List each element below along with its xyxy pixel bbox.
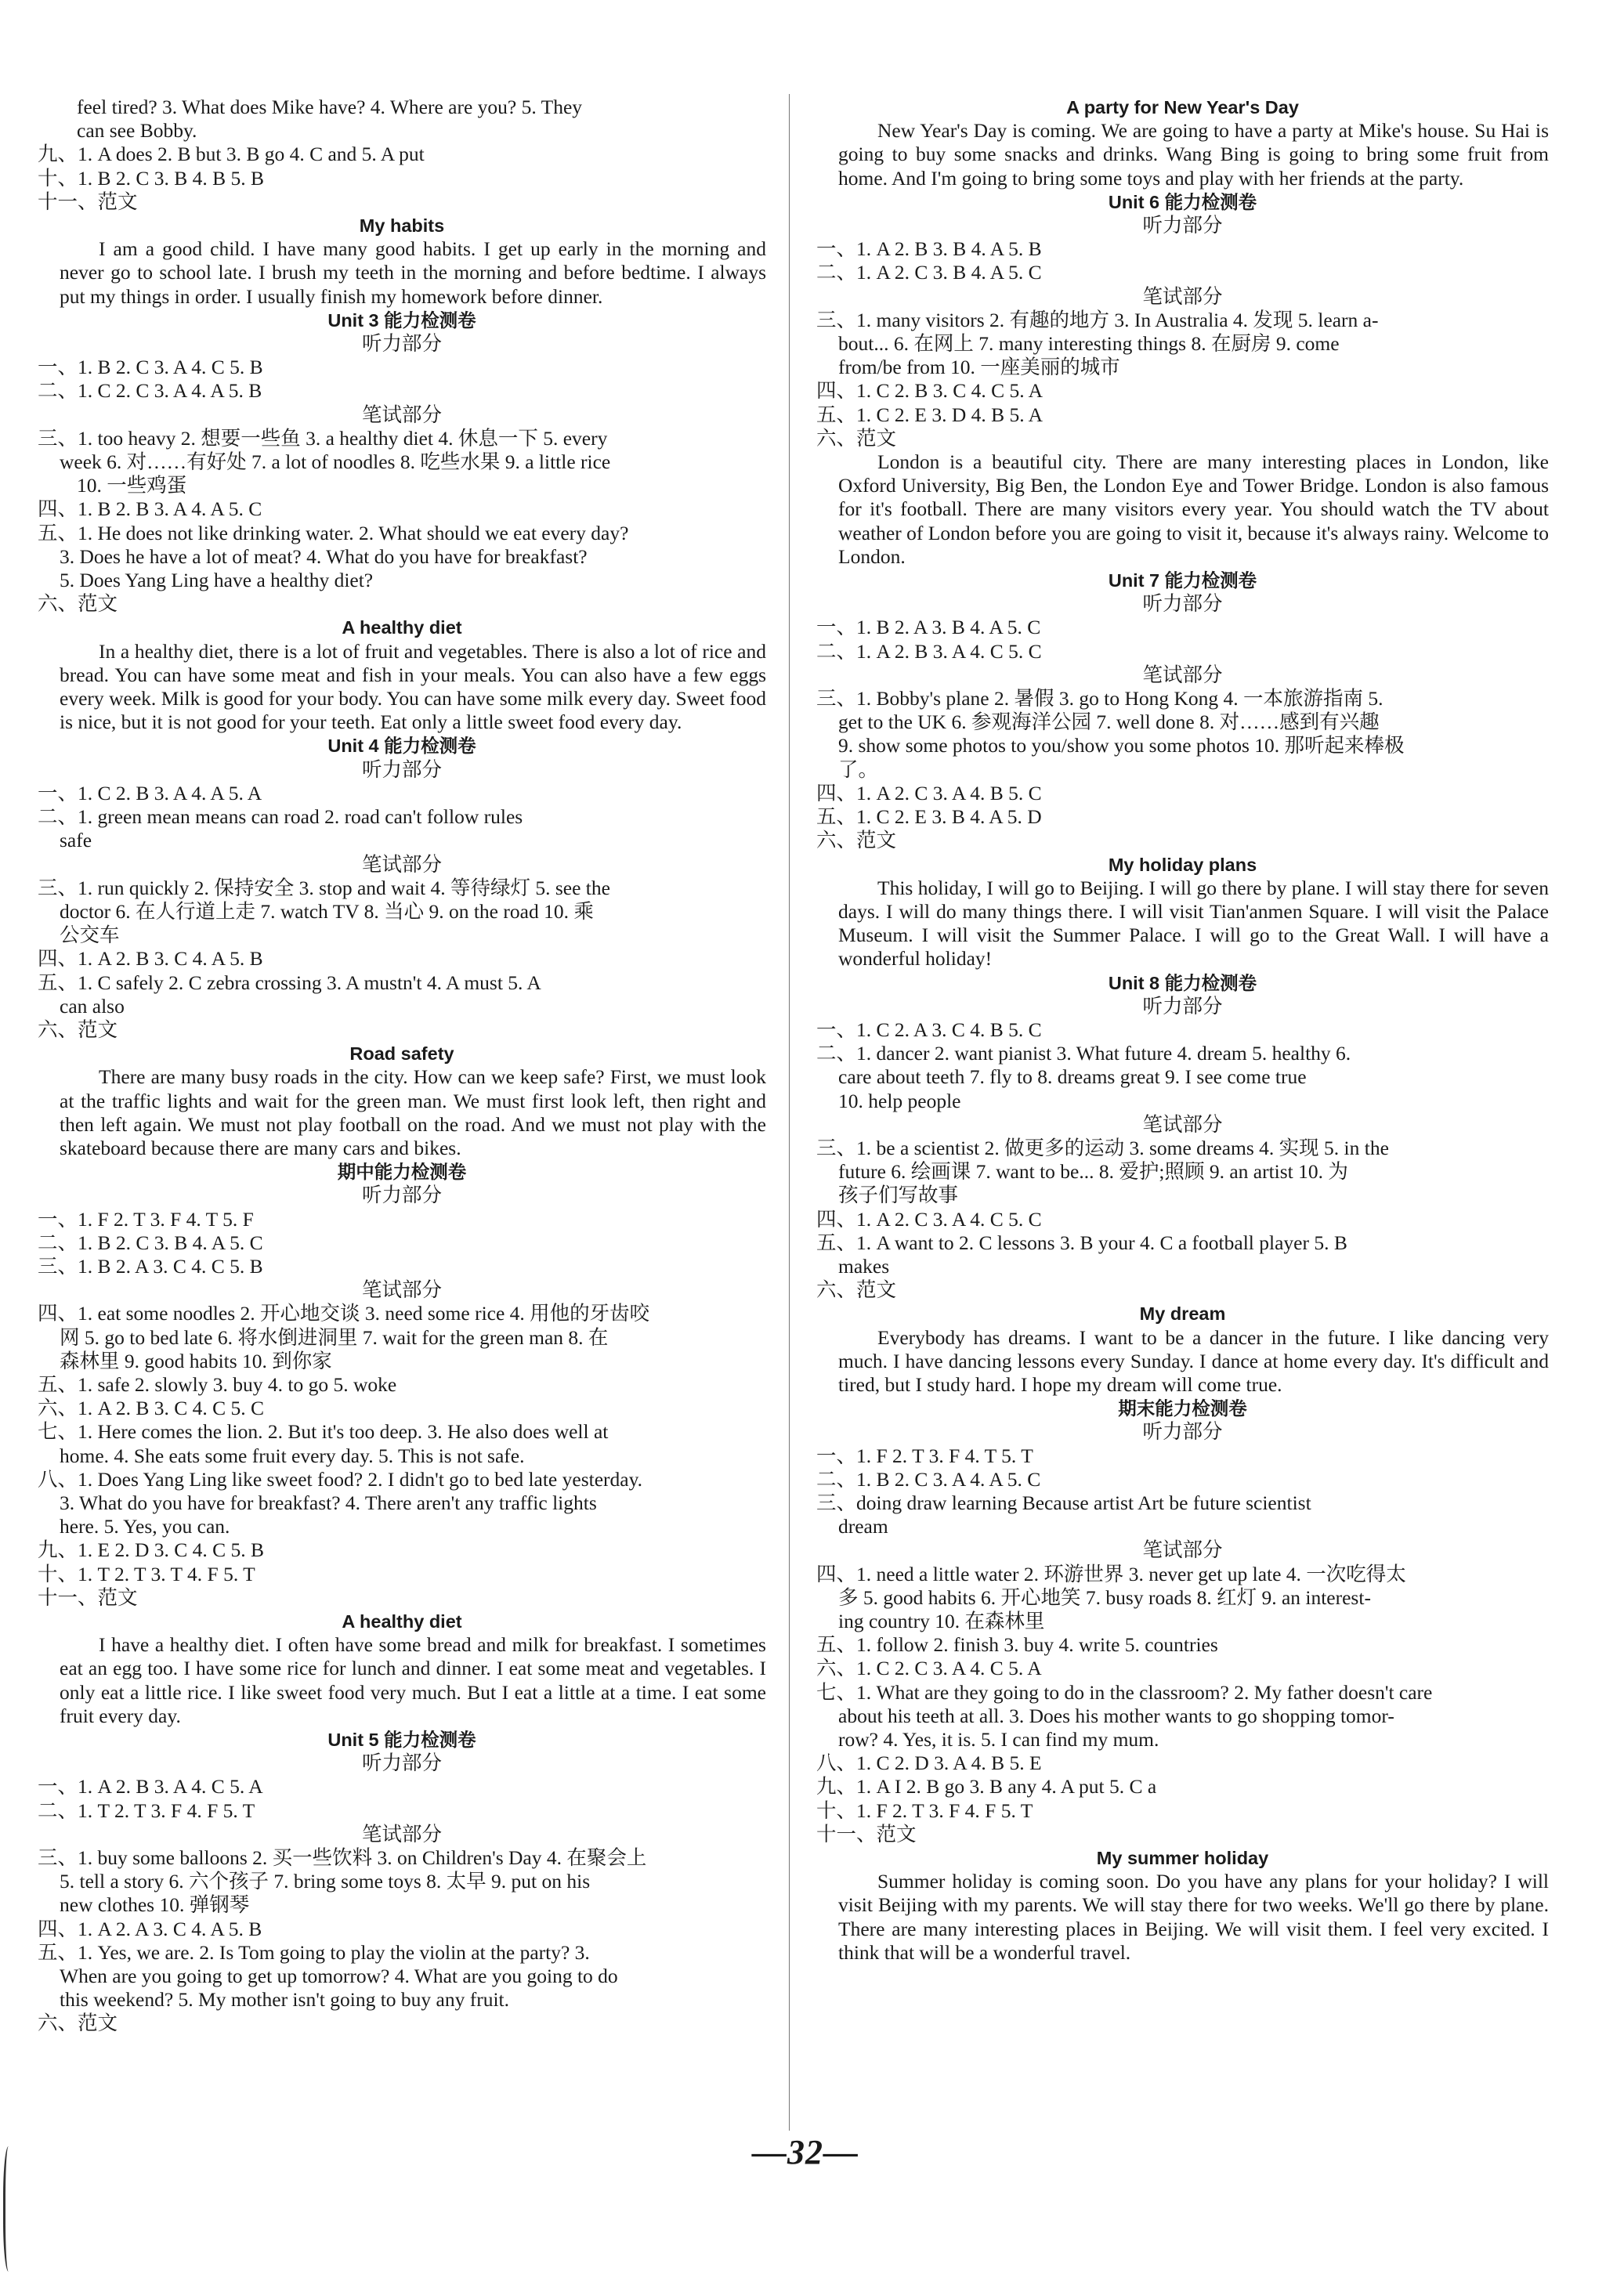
section-title: Road safety (349, 1043, 454, 1065)
answer-line: 二、1. B 2. C 3. B 4. A 5. C (38, 1231, 263, 1254)
answer-line: 六、范文 (816, 829, 897, 852)
answer-line: 一、1. A 2. B 3. B 4. A 5. B (816, 237, 1042, 261)
section-subtitle: 听力部分 (361, 1184, 442, 1207)
answer-line: 网 5. go to bed late 6. 将水倒进洞里 7. wait for the green man 8. 在 (60, 1325, 609, 1349)
answer-line: 五、1. C safely 2. C zebra crossing 3. A mustn't 4. A must 5. A (38, 971, 541, 994)
model-essay-paragraph: This holiday, I will go to Beijing. I will go there by plane. I will stay there for seven days. I will do many things there. I will visit Tian'anmen Square. I will visit the Palace Museum. I will visit the Summer Palace. I will go to the Great Wall. I will have a wonderful holiday! (838, 876, 1549, 971)
answer-line: 了。 (838, 757, 879, 781)
section-subtitle: 听力部分 (361, 1752, 442, 1775)
answer-line: bout... 6. 在网上 7. many interesting things 8. 在厨房 9. come (838, 332, 1340, 356)
model-essay-paragraph: London is a beautiful city. There are many interesting places in London, like Oxford University, Big Ben, the London Eye and Tower Bridge. London is also famous for it's football. There are many visitors every year. You should watch the TV about weather of London before you are going to visit it, because it's always rainy. Welcome to London. (838, 450, 1549, 568)
answer-line: 四、1. B 2. B 3. A 4. A 5. C (38, 497, 262, 521)
section-title: Unit 5 能力检测卷 (327, 1730, 476, 1751)
answer-line: 九、1. A I 2. B go 3. B any 4. A put 5. C a (816, 1775, 1157, 1799)
answer-line: 多 5. good habits 6. 开心地笑 7. busy roads 8. 红灯 9. an interest- (838, 1585, 1371, 1609)
section-subtitle: 笔试部分 (361, 1822, 442, 1846)
answer-line: 三、1. many visitors 2. 有趣的地方 3. In Australia 4. 发现 5. learn a- (816, 308, 1379, 331)
answer-line: 三、1. run quickly 2. 保持安全 3. stop and wait 4. 等待绿灯 5. see the (38, 876, 610, 899)
section-title: A party for New Year's Day (1066, 97, 1299, 117)
column-divider (789, 94, 790, 2131)
section-title: My habits (359, 215, 445, 237)
answer-line: row? 4. Yes, it is. 5. I can find my mum. (838, 1728, 1159, 1752)
answer-line: 六、范文 (816, 426, 897, 450)
section-subtitle: 笔试部分 (1142, 1112, 1223, 1136)
answer-line: 二、1. A 2. B 3. A 4. C 5. C (816, 639, 1042, 663)
answer-line: 一、1. B 2. C 3. A 4. C 5. B (38, 356, 263, 379)
answer-line: 二、1. green mean means can road 2. road can't follow rules (38, 805, 523, 829)
answer-line: 一、1. C 2. A 3. C 4. B 5. C (816, 1018, 1042, 1041)
answer-line: 9. show some photos to you/show you some photos 10. 那听起来棒极 (838, 734, 1405, 757)
page-number-dash-right: — (823, 2133, 859, 2171)
answer-line: about his teeth at all. 3. Does his mother wants to go shopping tomor- (838, 1704, 1394, 1727)
section-subtitle: 听力部分 (1142, 994, 1223, 1018)
answer-line: 一、1. F 2. T 3. F 4. T 5. T (816, 1444, 1033, 1467)
answer-line: 四、1. A 2. C 3. A 4. C 5. C (816, 1207, 1042, 1231)
answer-line: here. 5. Yes, you can. (60, 1515, 230, 1538)
answer-line: 六、范文 (816, 1278, 897, 1302)
answer-line: 三、1. Bobby's plane 2. 暑假 3. go to Hong Kong 4. 一本旅游指南 5. (816, 687, 1383, 710)
answer-line: 森林里 9. good habits 10. 到你家 (60, 1349, 332, 1372)
answer-line: 公交车 (60, 924, 120, 947)
section-title: My holiday plans (1108, 854, 1257, 875)
answer-line: get to the UK 6. 参观海洋公园 7. well done 8. 对……感到有兴趣 (838, 710, 1380, 734)
answer-line: 九、1. E 2. D 3. C 4. C 5. B (38, 1538, 265, 1562)
answer-line: home. 4. She eats some fruit every day. 5. This is not safe. (60, 1444, 525, 1467)
answer-line: 六、范文 (38, 592, 118, 616)
section-subtitle: 听力部分 (1142, 592, 1223, 616)
page-number (752, 2132, 859, 2172)
model-essay-paragraph: I am a good child. I have many good habits. I get up early in the morning and never go to school late. I brush my teeth in the morning and before bedtime. I always put my things in order. I usually finish my homework before dinner. (60, 237, 766, 308)
model-essay-paragraph: Everybody has dreams. I want to be a dancer in the future. I like dancing very much. I have dancing lessons every Sunday. I dance at home every day. It's difficult and tired, but I study hard. I hope my dream will come true. (838, 1325, 1549, 1396)
answer-line: 二、1. A 2. C 3. B 4. A 5. C (816, 261, 1042, 284)
answer-line: 四、1. A 2. B 3. C 4. A 5. B (38, 947, 263, 971)
left-column (38, 96, 766, 2036)
answer-line: can also (60, 994, 125, 1018)
answer-line: 3. Does he have a lot of meat? 4. What do you have for breakfast? (60, 544, 588, 568)
section-title: Unit 8 能力检测卷 (1108, 972, 1257, 993)
section-subtitle: 听力部分 (361, 332, 442, 356)
answer-line: 一、1. C 2. B 3. A 4. A 5. A (38, 781, 262, 804)
section-title: Unit 4 能力检测卷 (327, 736, 476, 757)
answer-line: future 6. 绘画课 7. want to be... 8. 爱护;照顾 9. an artist 10. 为 (838, 1160, 1348, 1184)
page-number-dash-left: — (752, 2133, 787, 2171)
section-title: 期中能力检测卷 (337, 1162, 467, 1183)
answer-line: When are you going to get up tomorrow? 4. What are you going to do (60, 1965, 618, 1988)
section-title: Unit 3 能力检测卷 (327, 309, 476, 331)
answer-line: 九、1. A does 2. B but 3. B go 4. C and 5. A put (38, 143, 425, 166)
answer-line: 六、范文 (38, 1018, 118, 1041)
answer-line: this weekend? 5. My mother isn't going to buy any fruit. (60, 1988, 510, 2012)
section-title: Unit 7 能力检测卷 (1108, 570, 1257, 591)
section-subtitle: 听力部分 (1142, 1420, 1223, 1444)
section-subtitle: 笔试部分 (1142, 1538, 1223, 1562)
answer-line: 10. help people (838, 1089, 961, 1112)
model-essay-paragraph: There are many busy roads in the city. How can we keep safe? First, we must look at the traffic lights and wait for the green man. We must first look left, then right and then left again. We must not play football on the road. And we must not play with the skateboard because there are many cars and bikes. (60, 1065, 766, 1159)
answer-line: 二、1. B 2. C 3. A 4. A 5. C (816, 1467, 1041, 1491)
answer-line: 三、doing draw learning Because artist Art be future scientist (816, 1491, 1311, 1514)
answer-line: 五、1. follow 2. finish 3. buy 4. write 5. countries (816, 1633, 1218, 1657)
answer-line: dream (838, 1515, 888, 1538)
model-essay-paragraph: Summer holiday is coming soon. Do you have any plans for your holiday? I will visit Beijing with my parents. We will stay there for two weeks. We'll go there by plane. There are many interesting places in Beijing. We will visit them. I feel very excited. I think that will be a wonderful travel. (838, 1870, 1549, 1964)
answer-line: 孩子们写故事 (838, 1184, 959, 1207)
answer-line: 五、1. He does not like drinking water. 2. What should we eat every day? (38, 521, 629, 544)
answer-line: 十、1. F 2. T 3. F 4. F 5. T (816, 1799, 1033, 1822)
answer-line: 十、1. T 2. T 3. T 4. F 5. T (38, 1562, 255, 1585)
answer-line: care about teeth 7. fly to 8. dreams great 9. I see come true (838, 1065, 1307, 1089)
answer-line: 三、1. B 2. A 3. C 4. C 5. B (38, 1254, 263, 1278)
answer-line: 十一、范文 (816, 1822, 917, 1846)
section-title: A healthy diet (342, 617, 462, 638)
answer-line: 六、1. A 2. B 3. C 4. C 5. C (38, 1397, 265, 1420)
answer-line: 一、1. B 2. A 3. B 4. A 5. C (816, 616, 1041, 639)
answer-line: 三、1. buy some balloons 2. 买一些饮料 3. on Children's Day 4. 在聚会上 (38, 1846, 647, 1870)
answer-line: doctor 6. 在人行道上走 7. watch TV 8. 当心 9. on the road 10. 乘 (60, 899, 594, 923)
answer-line: 四、1. C 2. B 3. C 4. C 5. A (816, 379, 1043, 403)
answer-line: 二、1. dancer 2. want pianist 3. What future 4. dream 5. healthy 6. (816, 1042, 1351, 1065)
answer-line: 五、1. safe 2. slowly 3. buy 4. to go 5. woke (38, 1372, 397, 1396)
answer-line: 十一、范文 (38, 1585, 138, 1609)
answer-line: 八、1. Does Yang Ling like sweet food? 2. I didn't go to bed late yesterday. (38, 1467, 643, 1491)
answer-line: 二、1. T 2. T 3. F 4. F 5. T (38, 1799, 255, 1822)
answer-line: week 6. 对……有好处 7. a lot of noodles 8. 吃些水果 9. a little rice (60, 450, 611, 474)
answer-line: 五、1. Yes, we are. 2. Is Tom going to play the violin at the party? 3. (38, 1940, 590, 1964)
section-title: My dream (1139, 1303, 1226, 1325)
section-subtitle: 听力部分 (1142, 214, 1223, 237)
answer-line: from/be from 10. 一座美丽的城市 (838, 356, 1120, 379)
section-title: Unit 6 能力检测卷 (1108, 191, 1257, 212)
answer-line: 5. tell a story 6. 六个孩子 7. bring some toys 8. 太早 9. put on his (60, 1870, 591, 1893)
page-number-value: 32 (787, 2133, 823, 2171)
model-essay-paragraph: New Year's Day is coming. We are going to have a party at Mike's house. Su Hai is going to buy some snacks and drinks. Wang Bing is going to bring some fruit from home. And I'm going to bring some toys and play with her friends at the party. (838, 119, 1549, 190)
answer-line: 十一、范文 (38, 190, 138, 213)
answer-line: 五、1. C 2. E 3. B 4. A 5. D (816, 805, 1042, 829)
section-subtitle: 笔试部分 (1142, 663, 1223, 686)
section-subtitle: 笔试部分 (361, 852, 442, 876)
section-subtitle: 听力部分 (361, 757, 442, 781)
answer-line: 四、1. eat some noodles 2. 开心地交谈 3. need some rice 4. 用他的牙齿咬 (38, 1302, 650, 1325)
right-column (816, 96, 1549, 1965)
answer-line: 八、1. C 2. D 3. A 4. B 5. E (816, 1752, 1042, 1775)
answer-line: feel tired? 3. What does Mike have? 4. Where are you? 5. They (77, 96, 583, 118)
answer-line: 一、1. F 2. T 3. F 4. T 5. F (38, 1207, 254, 1231)
answer-line: 四、1. A 2. C 3. A 4. B 5. C (816, 781, 1042, 804)
answer-line: 七、1. Here comes the lion. 2. But it's too deep. 3. He also does well at (38, 1420, 609, 1444)
section-title: 期末能力检测卷 (1118, 1398, 1247, 1419)
answer-line: 五、1. A want to 2. C lessons 3. B your 4. C a football player 5. B (816, 1231, 1347, 1254)
answer-line: can see Bobby. (77, 119, 197, 143)
answer-line: makes (838, 1254, 890, 1278)
answer-line: 四、1. need a little water 2. 环游世界 3. never get up late 4. 一次吃得太 (816, 1562, 1406, 1585)
binding-edge-mark (3, 2146, 16, 2272)
answer-line: 七、1. What are they going to do in the classroom? 2. My father doesn't care (816, 1680, 1433, 1704)
answer-line: new clothes 10. 弹钢琴 (60, 1893, 250, 1917)
model-essay-paragraph: I have a healthy diet. I often have some bread and milk for breakfast. I sometimes eat an egg too. I have some rice for lunch and dinner. I eat some meat and vegetables. I only eat a little rice. I like sweet food very much. But I eat a little at a time. I eat some fruit every day. (60, 1633, 766, 1727)
answer-line: 一、1. A 2. B 3. A 4. C 5. A (38, 1775, 263, 1799)
answer-line: safe (60, 829, 92, 852)
answer-line: 六、范文 (38, 2012, 118, 2035)
answer-line: 三、1. be a scientist 2. 做更多的运动 3. some dreams 4. 实现 5. in the (816, 1136, 1389, 1159)
answer-line: 3. What do you have for breakfast? 4. There aren't any traffic lights (60, 1491, 597, 1514)
answer-line: 六、1. C 2. C 3. A 4. C 5. A (816, 1657, 1042, 1680)
section-subtitle: 笔试部分 (361, 1278, 442, 1302)
answer-line: 三、1. too heavy 2. 想要一些鱼 3. a healthy diet 4. 休息一下 5. every (38, 426, 608, 450)
answer-line: ing country 10. 在森林里 (838, 1610, 1045, 1632)
section-subtitle: 笔试部分 (1142, 284, 1223, 308)
model-essay-paragraph: In a healthy diet, there is a lot of fruit and vegetables. There is also a lot of rice and bread. You can have some meat and fish in your meals. You can also have a few eggs every week. Milk is good for your body. You can have some milk every day. Sweet food is nice, but it is not good for your teeth. Eat only a little sweet food every day. (60, 639, 766, 734)
section-subtitle: 笔试部分 (361, 403, 442, 426)
section-title: A healthy diet (342, 1611, 462, 1632)
section-title: My summer holiday (1096, 1848, 1269, 1869)
answer-line: 10. 一些鸡蛋 (77, 474, 187, 497)
answer-line: 四、1. A 2. A 3. C 4. A 5. B (38, 1917, 262, 1940)
answer-line: 5. Does Yang Ling have a healthy diet? (60, 569, 374, 592)
answer-line: 五、1. C 2. E 3. D 4. B 5. A (816, 403, 1043, 426)
answer-line: 十、1. B 2. C 3. B 4. B 5. B (38, 166, 265, 190)
answer-line: 二、1. C 2. C 3. A 4. A 5. B (38, 379, 262, 403)
